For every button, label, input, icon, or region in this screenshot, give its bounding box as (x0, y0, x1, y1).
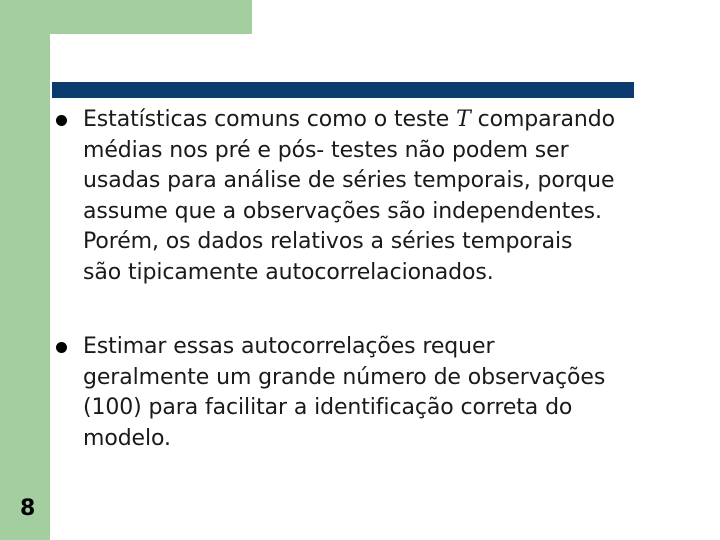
slide-number: 8 (20, 496, 36, 521)
bullet-dot-icon (56, 115, 67, 126)
bullet-line: geralmente um grande número de observações (83, 364, 606, 390)
text-run: comparando (470, 107, 615, 132)
title-bar (52, 82, 634, 98)
bullet-line: são tipicamente autocorrelacionados. (83, 259, 494, 285)
bullet-line: Porém, os dados relativos a séries temporais (83, 229, 573, 254)
bullet-line: assume que a observações são independentes. (83, 198, 602, 224)
bullet-line: médias nos pré e pós- testes não podem ser (83, 137, 569, 163)
decorative-corner (50, 34, 80, 64)
text-run: Estatísticas comuns como o teste (83, 107, 457, 132)
bullet-line: (100) para facilitar a identificação correta do (83, 395, 573, 420)
bullet-item (56, 105, 696, 288)
bullet-line: usadas para análise de séries temporais, porque (83, 168, 615, 193)
left-decorative-band (0, 0, 50, 540)
bullet-line: modelo. (83, 425, 171, 451)
bullet-list (56, 105, 696, 454)
italic-term: T (456, 107, 471, 132)
bullet-line: Estimar essas autocorrelações requer (83, 334, 495, 359)
bullet-line (83, 105, 696, 136)
bullet-dot-icon (56, 342, 67, 353)
bullet-item (56, 332, 696, 454)
top-decorative-band (0, 0, 252, 34)
